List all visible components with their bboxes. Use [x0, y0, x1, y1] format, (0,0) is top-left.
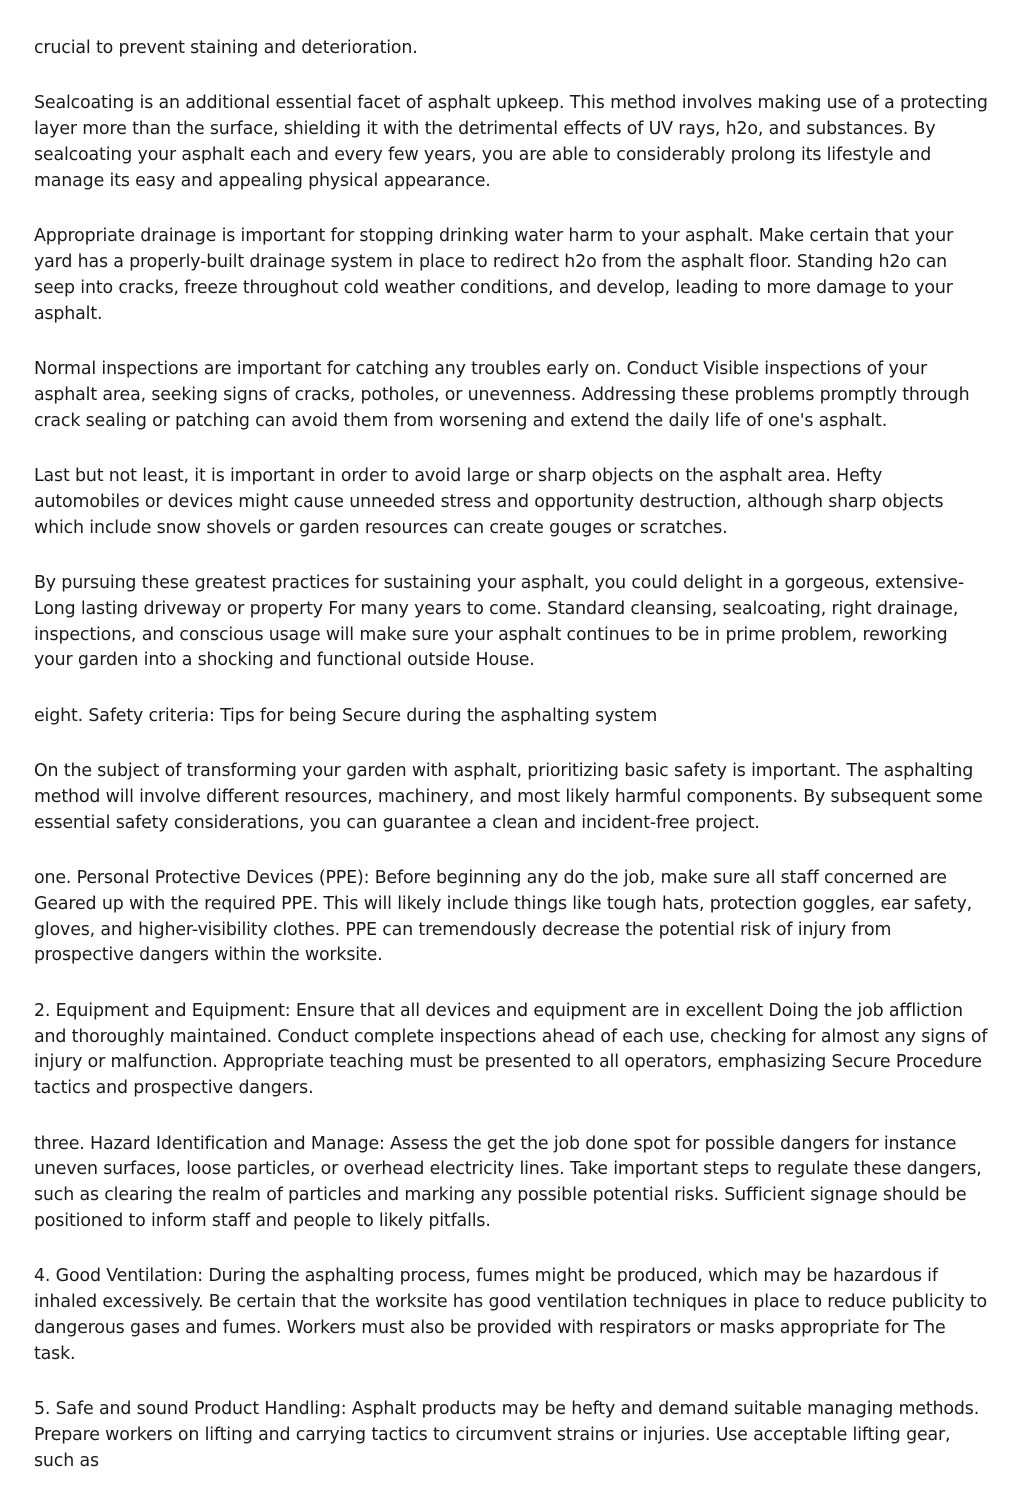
- section-heading-safety: eight. Safety criteria: Tips for being Secure during the asphalting system: [34, 705, 658, 726]
- list-item-ppe: one. Personal Protective Devices (PPE): Before beginning any do the job, make sure all staff concerned are Geared up with the required PPE. This will likely include things like tough hats, protection goggles, ear safety, gloves, and higher-visibility clothes. PPE can tremendously decrease the potential risk of injury from prospective dangers within the worksite.: [34, 868, 973, 966]
- list-item-material-handling: 5. Safe and sound Product Handling: Asphalt products may be hefty and demand suitable managing methods. Prepare workers on lifting and carrying tactics to circumvent strains or injuries. Use acceptable lifting gear, such as: [34, 1399, 980, 1471]
- paragraph-sharp-objects: Last but not least, it is important in order to avoid large or sharp objects on the asphalt area. Hefty automobiles or devices might cause unneeded stress and opportunity destruction, although sharp objects which include snow shovels or garden resources can create gouges or scratches.: [34, 465, 944, 538]
- list-item-ventilation: 4. Good Ventilation: During the asphalting process, fumes might be produced, which may be hazardous if inhaled excessively. Be certain that the worksite has good ventilation techniques in place to reduce publicity to dangerous gases and fumes. Workers must also be provided with respirators or masks appropriate for The task.: [34, 1266, 988, 1364]
- document-page: [34, 36, 990, 1504]
- list-item-hazard: three. Hazard Identification and Manage: Assess the get the job done spot for possible dangers for instance uneven surfaces, loose particles, or overhead electricity lines. Take important steps to regulate these dangers, such as clearing the realm of particles and marking any possible potential risks. Sufficient signage should be positioned to inform staff and people to likely pitfalls.: [34, 1133, 982, 1232]
- paragraph-safety-intro: On the subject of transforming your garden with asphalt, prioritizing basic safety is important. The asphalting method will involve different resources, machinery, and most likely harmful components. By subsequent some essential safety considerations, you can guarantee a clean and incident-free project.: [34, 761, 983, 833]
- list-item-equipment: 2. Equipment and Equipment: Ensure that all devices and equipment are in excellent Doing the job affliction and thoroughly maintained. Conduct complete inspections ahead of each use, checking for almost any signs of injury or malfunction. Appropriate teaching must be presented to all operators, emphasizing Secure Procedure tactics and prospective dangers.: [34, 1000, 988, 1099]
- paragraph-best-practices: By pursuing these greatest practices for sustaining your asphalt, you could delight in a gorgeous, extensive-Long lasting driveway or property For many years to come. Standard cleansing, sealcoating, right drainage, inspections, and conscious usage will make sure your asphalt continues to be in prime problem, reworking your garden into a shocking and functional outside House.: [34, 572, 964, 671]
- paragraph-intro-tail: crucial to prevent staining and deterioration.: [34, 38, 418, 58]
- paragraph-drainage: Appropriate drainage is important for stopping drinking water harm to your asphalt. Make certain that your yard has a properly-built drainage system in place to redirect h2o from the asphalt floor. Standing h2o can seep into cracks, freeze throughout cold weather conditions, and develop, leading to more damage to your asphalt.: [34, 226, 954, 324]
- paragraph-sealcoating: Sealcoating is an additional essential facet of asphalt upkeep. This method involves making use of a protecting layer more than the surface, shielding it with the detrimental effects of UV rays, h2o, and substances. By sealcoating your asphalt each and every few years, you are able to considerably prolong its lifestyle and manage its easy and appealing physical appearance.: [34, 93, 988, 191]
- paragraph-inspections: Normal inspections are important for catching any troubles early on. Conduct Visible inspections of your asphalt area, seeking signs of cracks, potholes, or unevenness. Addressing these problems promptly through crack sealing or patching can avoid them from worsening and extend the daily life of one's asphalt.: [34, 358, 970, 431]
